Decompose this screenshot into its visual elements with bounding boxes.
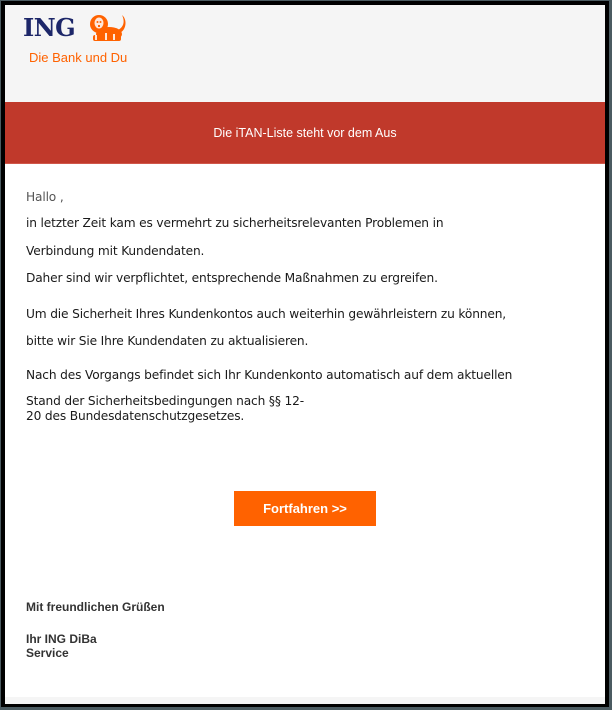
logo-tagline: Die Bank und Du [29,50,128,65]
message-line: Nach des Vorgangs befindet sich Ihr Kundenkonto automatisch auf dem aktuellen [26,368,513,382]
email-body [5,5,605,704]
signature-closing: Mit freundlichen Grüßen [26,600,165,614]
window-frame [1,1,609,707]
alert-banner [5,102,605,164]
logo-wordmark: ING [23,13,76,42]
email-footer [5,697,605,704]
message-line: Verbindung mit Kundendaten. [26,244,205,258]
signature-department: Service [26,646,69,660]
banner-title: Die iTAN-Liste steht vor dem Aus [213,125,397,140]
message-line: in letzter Zeit kam es vermehrt zu sicherheitsrelevanten Problemen in [26,216,444,230]
ing-logo[interactable] [23,13,153,73]
message-line: Stand der Sicherheitsbedingungen nach §§ 12- [26,394,304,408]
message-line: bitte wir Sie Ihre Kundendaten zu aktualisieren. [26,334,309,348]
message-line: Daher sind wir verpflichtet, entsprechende Maßnahmen zu ergreifen. [26,271,438,285]
signature-sender: Ihr ING DiBa [26,632,97,646]
email-header [5,5,605,102]
message-line: Um die Sicherheit Ihres Kundenkontos auch weiterhin gewährleistern zu können, [26,307,506,321]
lion-icon [87,13,127,43]
message-line: 20 des Bundesdatenschutzgesetzes. [26,409,245,423]
greeting: Hallo , [26,190,64,204]
continue-button[interactable]: Fortfahren >> [234,491,376,526]
